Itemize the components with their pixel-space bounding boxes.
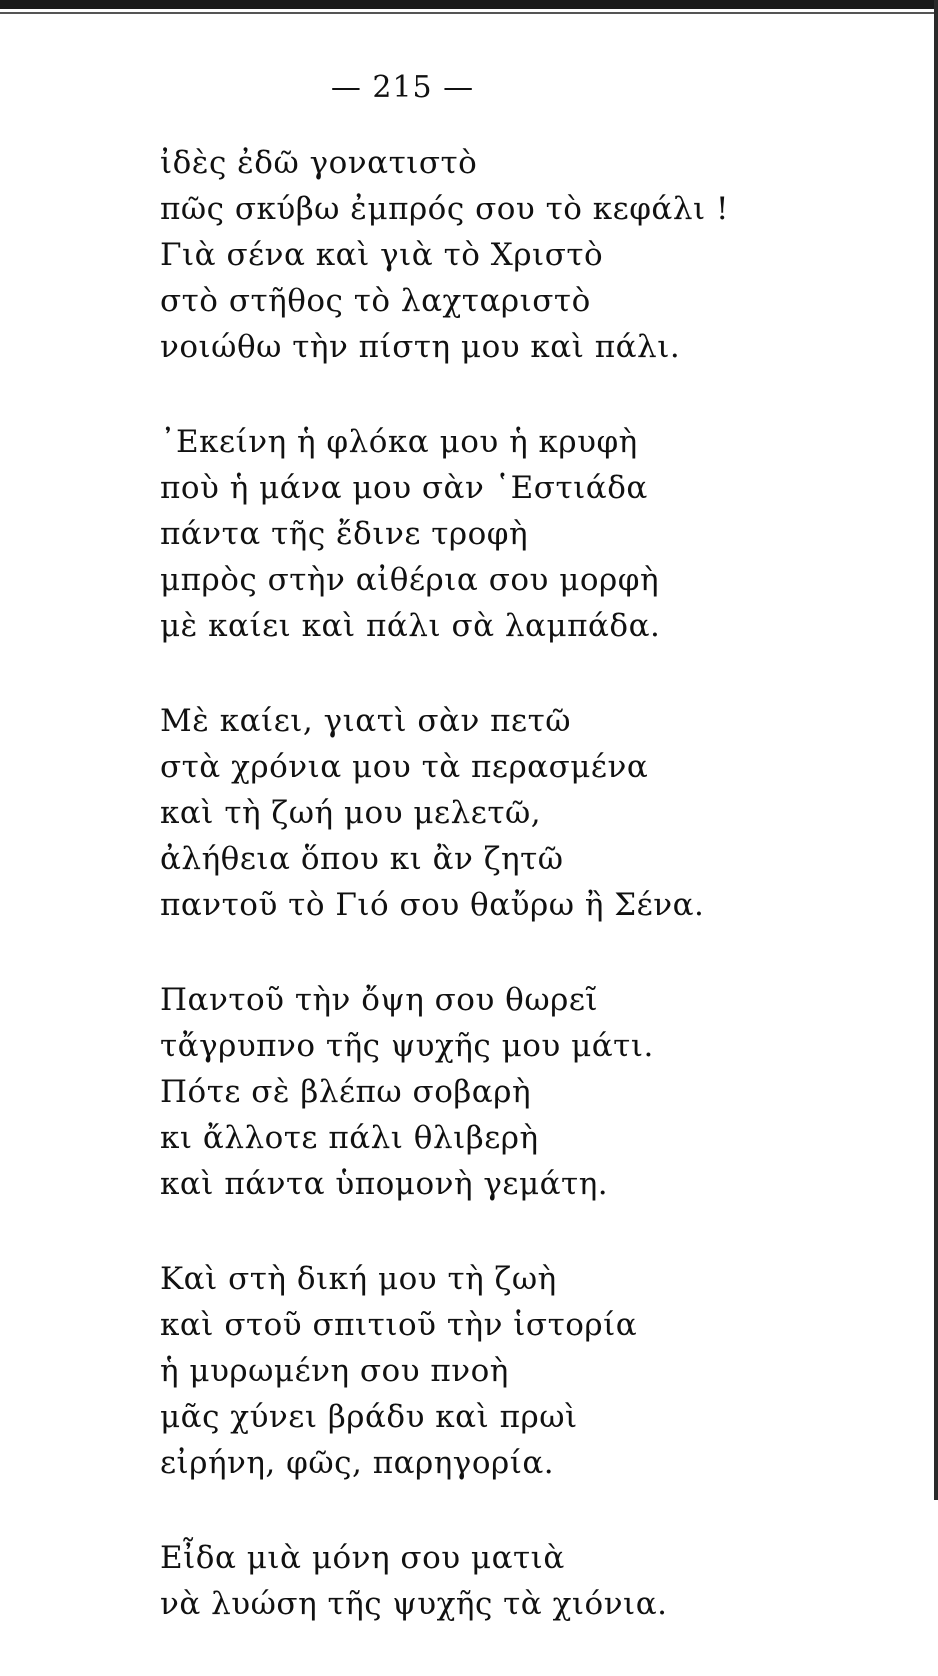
poem-line: ἀλήθεια ὅπου κι ἂν ζητῶ (160, 841, 564, 877)
stanza-6 (160, 1535, 880, 1627)
poem-line: στὸ στῆθος τὸ λαχταριστὸ (160, 283, 591, 319)
top-border-rule (0, 0, 938, 9)
poem-line: ἰδὲς ἐδῶ γονατιστὸ (160, 145, 478, 181)
poem-line: πῶς σκύβω ἐμπρός σου τὸ κεφάλι ! (160, 191, 729, 227)
stanza-4 (160, 977, 880, 1207)
stanza-3 (160, 698, 880, 928)
poem-line: νὰ λυώση τῆς ψυχῆς τὰ χιόνια. (160, 1586, 668, 1622)
page-number: — 215 — (330, 70, 475, 105)
poem-line: μὲ καίει καὶ πάλι σὰ λαμπάδα. (160, 608, 661, 644)
poem-body (160, 140, 880, 1676)
poem-line: μπρὸς στὴν αἰθέρια σου μορφὴ (160, 562, 660, 598)
poem-line: μᾶς χύνει βράδυ καὶ πρωὶ (160, 1399, 578, 1435)
right-page-edge (934, 0, 938, 1500)
poem-line: Καὶ στὴ δική μου τὴ ζωὴ (160, 1261, 557, 1297)
poem-line: νοιώθω τὴν πίστη μου καὶ πάλι. (160, 329, 681, 365)
poem-line: στὰ χρόνια μου τὰ περασμένα (160, 749, 649, 785)
stanza-5 (160, 1256, 880, 1486)
poem-line: Πότε σὲ βλέπω σοβαρὴ (160, 1074, 532, 1110)
poem-line: ποὺ ἡ μάνα μου σὰν ῾Εστιάδα (160, 470, 648, 506)
poem-line: Γιὰ σένα καὶ γιὰ τὸ Χριστὸ (160, 237, 604, 273)
poem-line: Εἶδα μιὰ μόνη σου ματιὰ (160, 1540, 565, 1576)
poem-line: ἡ μυρωμένη σου πνοὴ (160, 1353, 509, 1389)
poem-line: Παντοῦ τὴν ὄψη σου θωρεῖ (160, 982, 599, 1018)
stanza-2 (160, 419, 880, 649)
poem-line: καὶ πάντα ὑπομονὴ γεμάτη. (160, 1166, 609, 1202)
poem-line: πάντα τῆς ἔδινε τροφὴ (160, 516, 529, 552)
poem-line: καὶ στοῦ σπιτιοῦ τὴν ἱστορία (160, 1307, 638, 1343)
top-border-thin-rule (0, 12, 938, 14)
poem-line: παντοῦ τὸ Γιό σου θαὔρω ἢ Σένα. (160, 887, 705, 923)
poem-line: τἄγρυπνο τῆς ψυχῆς μου μάτι. (160, 1028, 654, 1064)
poem-line: Μὲ καίει, γιατὶ σὰν πετῶ (160, 703, 572, 739)
poem-line: ᾿Εκείνη ἡ φλόκα μου ἡ κρυφὴ (160, 424, 638, 460)
poem-line: καὶ τὴ ζωή μου μελετῶ, (160, 795, 542, 831)
stanza-1 (160, 140, 880, 370)
poem-line: εἰρήνη, φῶς, παρηγορία. (160, 1445, 555, 1481)
poem-line: κι ἄλλοτε πάλι θλιβερὴ (160, 1120, 539, 1156)
